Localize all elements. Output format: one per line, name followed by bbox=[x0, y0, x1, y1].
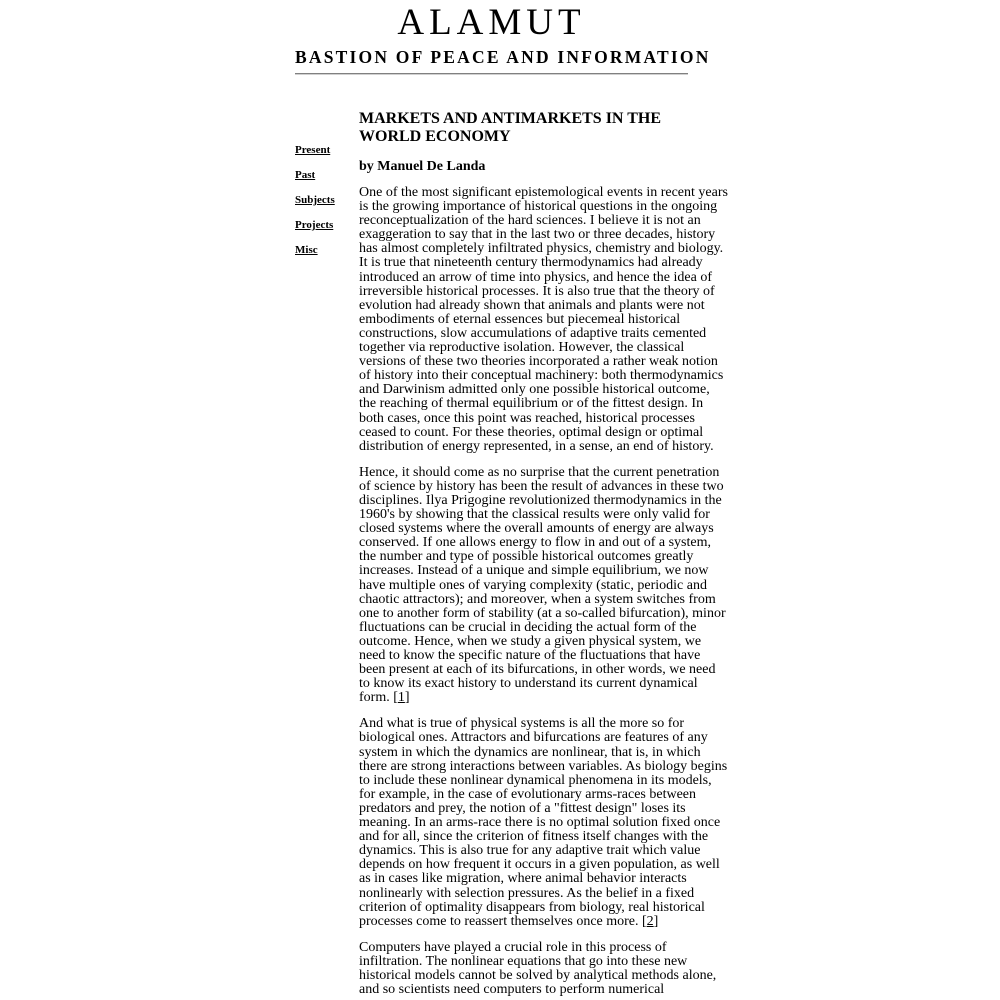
paragraph-line: historical models cannot be solved by analytical methods alone, bbox=[359, 967, 717, 983]
paragraph-line: fluctuations can be crucial in deciding the actual form of the bbox=[359, 619, 697, 635]
paragraph-line: ceased to count. For these theories, optimal design or optimal bbox=[359, 424, 704, 440]
paragraph-line: reconceptualization of the hard sciences. I believe it is not an bbox=[359, 213, 701, 229]
site-subtitle: BASTION OF PEACE AND INFORMATION bbox=[295, 47, 711, 67]
paragraph-line: distribution of energy represented, in a sense, an end of history. bbox=[359, 438, 714, 454]
paragraph-line: dynamics. This is also true for any adaptive trait which value bbox=[359, 843, 701, 859]
paragraph-line: Hence, it should come as no surprise that the current penetration bbox=[359, 464, 720, 480]
nav-link-subjects[interactable]: Subjects bbox=[295, 194, 335, 206]
paragraph-line: and Darwinism admitted only one possible historical outcome, bbox=[359, 382, 710, 398]
paragraph-line: increases. Instead of a unique and simple equilibrium, we now bbox=[359, 563, 709, 579]
paragraph-line: one to another form of stability (at a so-called bifurcation), minor bbox=[359, 605, 726, 621]
paragraph-line-text: form. [ bbox=[359, 690, 398, 706]
paragraph-line: One of the most significant epistemological events in recent years bbox=[359, 185, 728, 200]
paragraph-line: the reaching of thermal equilibrium or of the fittest design. In bbox=[359, 396, 704, 412]
sidebar-nav bbox=[295, 143, 355, 268]
footnote-link[interactable]: 1 bbox=[397, 690, 405, 706]
article-paragraph bbox=[359, 185, 728, 454]
article-title bbox=[359, 110, 692, 146]
paragraph-line: been present at each of its bifurcations, in other words, we need bbox=[359, 662, 716, 678]
paragraph-line: 1960's by showing that the classical results were only valid for bbox=[359, 507, 710, 523]
footnote-bracket: ] bbox=[404, 690, 410, 706]
paragraph-line: nonlinearly with selection pressures. As the belief in a fixed bbox=[359, 885, 695, 901]
article-paragraph bbox=[359, 464, 726, 706]
paragraph-line: And what is true of physical systems is all the more so for bbox=[359, 716, 685, 732]
paragraph-line: conserved. If one allows energy to flow in and out of a system, bbox=[359, 535, 711, 551]
paragraph-line: have multiple ones of varying complexity (static, periodic and bbox=[359, 577, 707, 593]
paragraph-line: meaning. In an arms-race there is no optimal solution fixed once bbox=[359, 815, 721, 831]
nav-link-present[interactable]: Present bbox=[295, 144, 331, 156]
paragraph-line: for example, in the case of evolutionary arms-races between bbox=[359, 786, 697, 802]
paragraph-line: exaggeration to say that in the last two or three decades, history bbox=[359, 227, 716, 243]
paragraph-line: disciplines. Ilya Prigogine revolutionized thermodynamics in the bbox=[359, 492, 722, 508]
nav-link-projects[interactable]: Projects bbox=[295, 219, 334, 231]
paragraph-line: depends on how frequent it occurs in a given population, as well bbox=[359, 857, 720, 873]
article-byline: by Manuel De Landa bbox=[359, 159, 486, 174]
paragraph-line: to include these nonlinear dynamical phenomena in its models, bbox=[359, 772, 712, 788]
paragraph-line: outcome. Hence, when we study a given physical system, we bbox=[359, 633, 702, 649]
site-masthead bbox=[295, 0, 711, 70]
paragraph-line: system in which the dynamics are nonlinear, that is, in which bbox=[359, 744, 701, 760]
paragraph-line: closed systems where the overall amounts of energy are always bbox=[359, 521, 714, 537]
paragraph-line: of history into their conceptual machinery: both thermodynamics bbox=[359, 368, 724, 384]
paragraph-line: biological ones. Attractors and bifurcations are features of any bbox=[359, 730, 708, 746]
paragraph-line-text: processes come to reassert themselves once more. [ bbox=[359, 913, 647, 929]
paragraph-line: and so scientists need computers to perform numerical bbox=[359, 982, 665, 998]
nav-link-past[interactable]: Past bbox=[295, 169, 316, 181]
footnote-bracket: ] bbox=[653, 913, 659, 929]
paragraph-line: It is true that nineteenth century thermodynamics had already bbox=[359, 255, 703, 271]
paragraph-line: as in cases like migration, where animal behavior interacts bbox=[359, 871, 687, 887]
paragraph-line: criterion of optimality disappears from biology, real historical bbox=[359, 899, 705, 915]
paragraph-line: both cases, once this point was reached, historical processes bbox=[359, 410, 695, 426]
paragraph-line: irreversible historical processes. It is also true that the theory of bbox=[359, 283, 715, 299]
nav-link-misc[interactable]: Misc bbox=[295, 244, 318, 256]
paragraph-line: need to know the specific nature of the fluctuations that have bbox=[359, 648, 701, 663]
paragraph-line: and for all, since the criterion of fitness itself changes with the bbox=[359, 829, 709, 845]
article-paragraph bbox=[359, 716, 728, 929]
paragraph-line: the number and type of possible historical outcomes greatly bbox=[359, 549, 694, 565]
article-title-line: MARKETS AND ANTIMARKETS IN THE bbox=[359, 110, 661, 127]
paragraph-line: embodiments of eternal essences but piecemeal historical bbox=[359, 311, 681, 327]
paragraph-line: versions of these two theories incorporated a rather weak notion bbox=[359, 354, 718, 370]
paragraph-line: of science by history has been the result of advances in these two bbox=[359, 478, 724, 494]
paragraph-line: is the growing importance of historical questions in the ongoing bbox=[359, 199, 718, 215]
paragraph-line: introduced an arrow of time into physics, and hence the idea of bbox=[359, 269, 712, 285]
paragraph-line: there are strong interactions between variables. As biology begins bbox=[359, 758, 728, 774]
paragraph-line: to know its exact history to understand its current dynamical bbox=[359, 676, 698, 692]
article-title-line: WORLD ECONOMY bbox=[359, 128, 511, 145]
paragraph-line: evolution had already shown that animals and plants were not bbox=[359, 297, 705, 313]
article-body bbox=[359, 185, 728, 998]
paragraph-line: infiltration. The nonlinear equations that go into these new bbox=[359, 953, 688, 969]
paragraph-line: predators and prey, the notion of a "fittest design" loses its bbox=[359, 800, 686, 816]
header-divider bbox=[295, 73, 688, 75]
paragraph-line: Computers have played a crucial role in this process of bbox=[359, 939, 667, 955]
site-title: ALAMUT bbox=[397, 2, 586, 43]
paragraph-line bbox=[359, 915, 692, 929]
article bbox=[359, 110, 728, 998]
article-paragraph bbox=[359, 939, 717, 998]
paragraph-line: together via reproductive isolation. However, the classical bbox=[359, 340, 685, 356]
paragraph-line: chaotic attractors); and moreover, when a system switches from bbox=[359, 591, 716, 607]
paragraph-line bbox=[359, 691, 692, 705]
paragraph-line: constructions, slow accumulations of adaptive traits cemented bbox=[359, 325, 707, 341]
footnote-link[interactable]: 2 bbox=[646, 913, 654, 929]
paragraph-line: has almost completely infiltrated physics, chemistry and biology. bbox=[359, 241, 724, 257]
